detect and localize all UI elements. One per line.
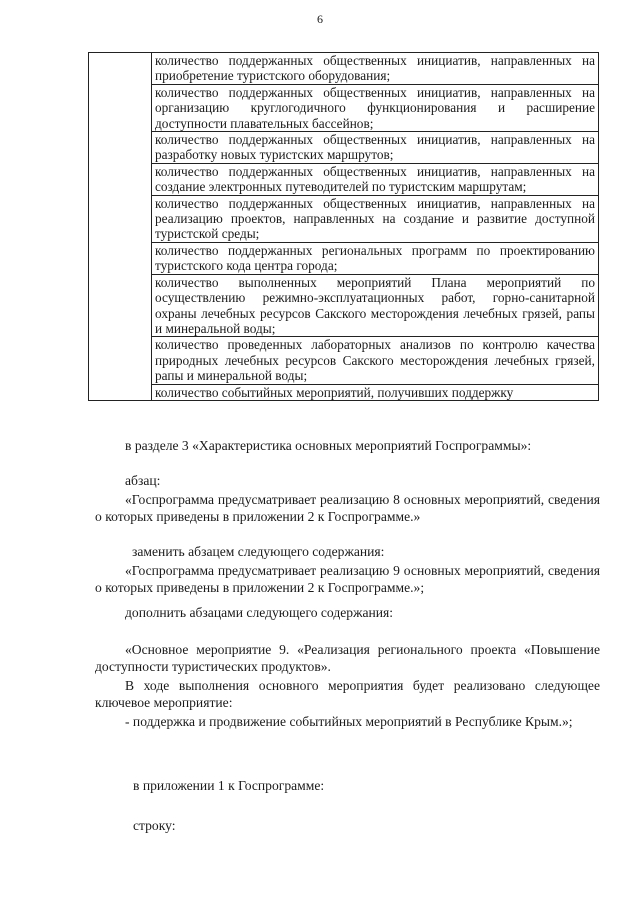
table-row: [89, 53, 599, 401]
indicator-item: количество поддержанных общественных инициатив, направленных на реализацию проектов, направленных на создание и развитие доступной туристской среды;: [152, 196, 598, 243]
section-intro: в разделе 3 «Характеристика основных мероприятий Госпрограммы»:: [125, 438, 532, 453]
indicators-table: [88, 52, 599, 401]
indicators-cell: [152, 53, 599, 401]
old-paragraph-text: «Госпрограмма предусматривает реализацию 8 основных мероприятий, сведения о которых приведены в приложении 2 к Госпрограмме.»: [95, 492, 600, 524]
page-number: 6: [317, 12, 323, 26]
new-paragraph-text: «Госпрограмма предусматривает реализацию 9 основных мероприятий, сведения о которых приведены в приложении 2 к Госпрограмме.»;: [95, 563, 600, 595]
replace-label: заменить абзацем следующего содержания:: [132, 544, 385, 559]
indicator-item: количество поддержанных региональных программ по проектированию туристского кода центра города;: [152, 243, 598, 275]
indicator-item: количество событийных мероприятий, получивших поддержку: [155, 384, 514, 400]
abzac-label: абзац:: [125, 473, 161, 488]
indicator-item: количество поддержанных общественных инициатив, направленных на создание электронных путеводителей по туристским маршрутам;: [152, 164, 598, 196]
indicator-item: количество поддержанных общественных инициатив, направленных на разработку новых туристских маршрутов;: [152, 132, 598, 164]
row-label: строку:: [133, 818, 176, 833]
measure-title: «Основное мероприятие 9. «Реализация регионального проекта «Повышение доступности туристических продуктов».: [95, 642, 600, 674]
measure-text: В ходе выполнения основного мероприятия будет реализовано следующее ключевое мероприятие:: [95, 678, 600, 710]
indicator-item: количество выполненных мероприятий Плана мероприятий по осуществлению режимно-эксплуатационных работ, горно-санитарной охраны лечебных ресурсов Сакского месторождения лечебных грязей, рапы и минеральной воды;: [152, 275, 598, 338]
appendix-intro: в приложении 1 к Госпрограмме:: [133, 778, 325, 793]
indicator-item: количество проведенных лабораторных анализов по контролю качества природных лечебных ресурсов Сакского месторождения лечебных грязей, рапы и минеральной воды;: [152, 337, 598, 384]
indicator-item: количество поддержанных общественных инициатив, направленных на приобретение туристского оборудования;: [152, 53, 598, 85]
indicator-item: количество поддержанных общественных инициатив, направленных на организацию круглогодичного функционирования и расширение доступности плавательных бассейнов;: [152, 85, 598, 132]
empty-left-cell: [89, 53, 152, 401]
measure-item: - поддержка и продвижение событийных мероприятий в Республике Крым.»;: [125, 714, 573, 729]
add-label: дополнить абзацами следующего содержания:: [125, 605, 394, 620]
